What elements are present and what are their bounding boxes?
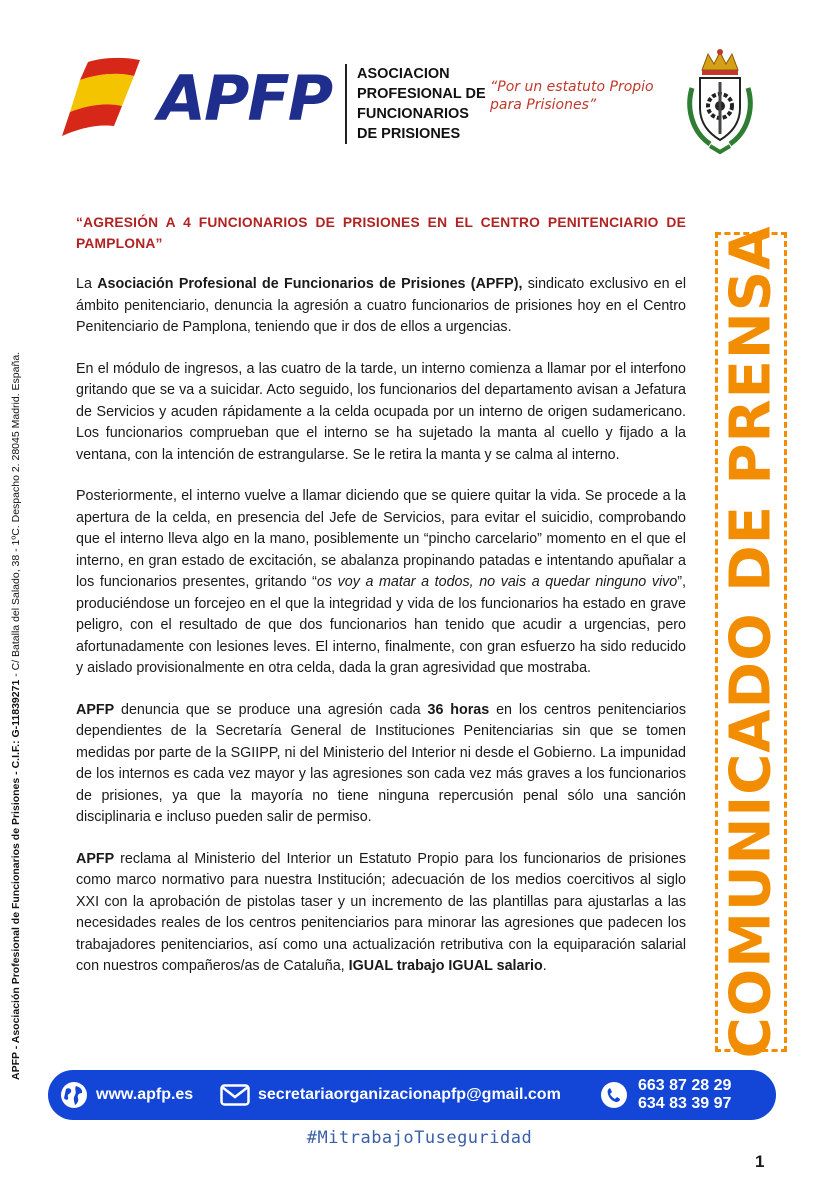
phone-list xyxy=(638,1077,731,1113)
p1-org-name: Asociación Profesional de Funcionarios de Prisiones (APFP), xyxy=(97,276,523,292)
legal-info-address: - C/ Batalla del Salado, 38 - 1ºC. Despacho 2. 28045 Madrid. España. xyxy=(10,351,22,680)
org-name-line: PROFESIONAL DE xyxy=(357,86,486,102)
paragraph-4 xyxy=(76,700,686,829)
p3-quote: os voy a matar a todos, no vais a quedar ninguno vivo xyxy=(316,574,678,590)
p1-text-rest: sindicato exclusivo en el ámbito penitenciario, denuncia la agresión a cuatro funcionarios de prisiones hoy en el Centro Penitenciario de Pamplona, teniendo que ir dos de ellos a urgencias. xyxy=(76,276,686,335)
p3-text-rest: ”, produciéndose un forcejeo en el que la integridad y vida de los funcionarios ha estado en grave peligro, con el resultado de que dos funcionarios han tenido que acudir a urgencias, pero afortunadamente con lesiones leves. El interno, finalmente, con gran esfuerzo ha sido reducido y aislado provisionalmente en otra celda, dada la gran agresividad que mostraba. xyxy=(76,574,686,676)
spain-flag-icon xyxy=(60,54,148,146)
hashtag: #MitrabajoTuseguridad xyxy=(306,1128,533,1148)
phone-number-1[interactable]: 663 87 28 29 xyxy=(638,1077,732,1094)
headline: “AGRESIÓN A 4 FUNCIONARIOS DE PRISIONES EN EL CENTRO PENITENCIARIO DE PAMPLONA” xyxy=(76,215,686,251)
org-name-line: ASOCIACION xyxy=(357,66,450,82)
page-number: 1 xyxy=(755,1152,765,1171)
org-name-line: DE PRISIONES xyxy=(357,126,461,142)
press-release-stamp xyxy=(715,225,787,1059)
website-text[interactable]: www.apfp.es xyxy=(96,1086,194,1103)
contact-bar xyxy=(48,1070,776,1120)
stamp-label: COMUNICADO DE PRENSA xyxy=(718,225,784,1059)
slogan xyxy=(490,78,654,114)
p5-end: . xyxy=(542,958,547,974)
phone-icon xyxy=(600,1081,628,1109)
p4-apfp: APFP xyxy=(76,701,115,718)
p5-apfp: APFP xyxy=(76,850,115,867)
website-link[interactable] xyxy=(60,1070,193,1120)
p4-text-rest: en los centros penitenciarios dependientes de la Secretaría General de Instituciones Penitenciarias sin que se tomen medidas por parte de la SGIIPP, ni del Ministerio del Interior ni desde el Gobierno. La impunidad de los internos es cada vez mayor y las agresiones son cada vez más graves a los funcionarios de prisiones, ya que la mayoría no tiene ninguna repercusión penal sólo una sanción disciplinaria e incluso pueden salir de permiso. xyxy=(76,701,686,825)
mail-icon xyxy=(220,1084,250,1106)
article-body xyxy=(76,212,686,998)
paragraph-2: En el módulo de ingresos, a las cuatro de la tarde, un interno comienza a llamar por el interfono gritando que se va a suicidar. Acto seguido, los funcionarios del departamento avisan a Jefatura de Servicios y acuden rápidamente a la celda ocupada por un interno de origen sudamericano. Los funcionarios comprueban que el interno se ha sujetado la manta al cuello y fijado a la ventana, con la intención de estrangularse. Se le retira la manta y se calma al interno. xyxy=(76,360,686,463)
phone-number-2[interactable]: 634 83 39 97 xyxy=(638,1095,732,1112)
phone-numbers[interactable] xyxy=(600,1070,731,1120)
paragraph-3 xyxy=(76,486,686,680)
org-name-line: FUNCIONARIOS xyxy=(357,106,469,122)
apfp-logo: APFP xyxy=(158,62,332,135)
email-link[interactable] xyxy=(220,1070,561,1120)
p4-hours: 36 horas xyxy=(427,701,490,718)
organization-name xyxy=(345,64,487,144)
p4-text: denuncia que se produce una agresión cada xyxy=(114,701,428,718)
email-text[interactable]: secretariaorganizacionapfp@gmail.com xyxy=(258,1086,561,1103)
slogan-line: para Prisiones” xyxy=(490,97,597,113)
p3-text: Posteriormente, el interno vuelve a llamar diciendo que se quiere quitar la vida. Se procede a la apertura de la celda, en presencia del Jefe de Servicios, para evitar el suicidio, comprobando que el interno lleva algo en la mano, posiblemente un “pincho carcelario” momento en el que el interno, en gran estado de excitación, se abalanza propinando patadas e intentando apuñalar a los funcionarios presentes, gritando “ xyxy=(76,488,686,590)
paragraph-5 xyxy=(76,849,686,978)
letterhead xyxy=(60,48,780,168)
p5-text: reclama al Ministerio del Interior un Estatuto Propio para los funcionarios de prisiones como marco normativo para nuestra Institución; adecuación de los medios coercitivos al siglo XXI con la aprobación de pistolas taser y un incremento de las plantillas para ajustarlas a las necesidades reales de los centros penitenciarios para minorar las agresiones que padecen los trabajadores penitenciarios, así como una actualización retributiva con la equiparación salarial con nuestros compañeros/as de Cataluña, xyxy=(76,850,686,974)
p5-slogan: IGUAL trabajo IGUAL salario xyxy=(348,958,543,974)
paragraph-1 xyxy=(76,274,686,339)
sidebar-legal-info xyxy=(10,352,22,1080)
slogan-line: “Por un estatuto Propio xyxy=(490,79,654,95)
prison-service-crest-icon xyxy=(680,48,760,158)
globe-icon xyxy=(60,1081,88,1109)
p1-text: La xyxy=(76,276,98,292)
legal-info-bold: APFP - Asociación Profesional de Funcionarios de Prisiones - C.I.F.: G-11839271 xyxy=(10,679,22,1080)
